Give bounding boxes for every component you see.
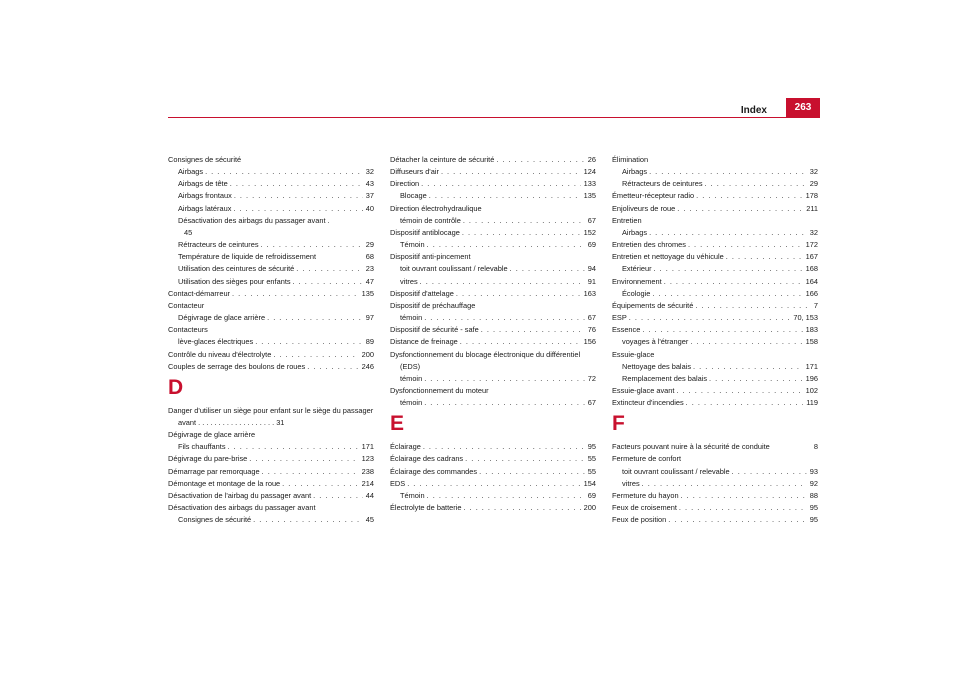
index-subentry <box>390 263 596 275</box>
index-heading: Contacteurs <box>168 325 208 335</box>
index-entry <box>390 502 596 514</box>
entry-leader <box>463 215 585 227</box>
entry-page: 135 <box>361 288 374 298</box>
entry-page: 7 <box>813 300 818 310</box>
entry-leader <box>423 441 585 453</box>
index-subentry <box>390 215 596 227</box>
entry-page: 168 <box>805 264 818 274</box>
index-subentry <box>168 178 374 190</box>
entry-leader <box>649 166 807 178</box>
index-heading: Dispositif de préchauffage <box>390 300 476 310</box>
entry-page: 135 <box>583 191 596 201</box>
entry-page: 171 <box>805 361 818 371</box>
index-subentry <box>612 478 818 490</box>
entry-page: 23 <box>365 264 374 274</box>
index-subentry <box>168 441 374 453</box>
index-entry <box>168 490 374 502</box>
index-subentry <box>390 312 596 324</box>
entry-term: Éclairage <box>390 442 421 452</box>
entry-leader <box>230 178 363 190</box>
entry-term: Couples de serrage des boulons de roues <box>168 361 306 371</box>
entry-term: Essuie-glace avant <box>612 385 675 395</box>
entry-page: 211 <box>806 203 818 213</box>
entry-term: vitres <box>622 478 640 488</box>
entry-leader <box>510 263 585 275</box>
entry-leader <box>677 203 803 215</box>
entry-term: Extincteur d'incendies <box>612 398 684 408</box>
entry-leader <box>496 154 584 166</box>
entry-page: 171 <box>361 442 374 452</box>
entry-page: 172 <box>805 240 818 250</box>
entry-term: Dispositif d'attelage <box>390 288 454 298</box>
entry-page: 95 <box>587 442 596 452</box>
index-heading: Entretien <box>612 215 642 225</box>
entry-term: Électrolyte de batterie <box>390 503 462 513</box>
entry-term: Équipements de sécurité <box>612 300 694 310</box>
entry-page: 45 <box>365 515 374 525</box>
entry-leader <box>424 397 585 409</box>
entry-leader <box>695 300 811 312</box>
entry-page: 214 <box>361 478 374 488</box>
entry-leader <box>282 478 358 490</box>
entry-page: 43 <box>365 179 374 189</box>
entry-leader <box>479 466 585 478</box>
entry-term: Entretien et nettoyage du véhicule <box>612 252 724 262</box>
entry-term: Remplacement des balais <box>622 373 708 383</box>
index-entry <box>168 478 374 490</box>
entry-leader <box>293 276 363 288</box>
entry-leader <box>424 373 585 385</box>
index-heading: Dispositif anti-pincement <box>390 252 471 262</box>
index-subentry <box>168 263 374 275</box>
index-heading: Dysfonctionnement du moteur <box>390 385 489 395</box>
entry-page: 32 <box>809 227 818 237</box>
index-entry <box>612 251 818 263</box>
entry-term: Distance de freinage <box>390 337 458 347</box>
entry-term: Facteurs pouvant nuire à la sécurité de conduite <box>612 442 770 452</box>
index-heading: Fermeture de confort <box>612 454 682 464</box>
index-entry <box>612 276 818 288</box>
index-heading: Dégivrage de glace arrière <box>168 430 256 440</box>
entry-leader <box>664 276 803 288</box>
index-entry <box>612 312 818 324</box>
entry-page: 68 <box>365 252 374 262</box>
index-entry <box>390 453 596 465</box>
entry-term: Contact-démarreur <box>168 288 231 298</box>
entry-leader <box>463 502 580 514</box>
entry-page: 70, 153 <box>793 313 818 323</box>
entry-page: 178 <box>805 191 818 201</box>
index-entry <box>390 166 596 178</box>
entry-leader <box>726 251 803 263</box>
entry-page: 40 <box>365 203 374 213</box>
entry-term: Fils chauffants <box>178 442 226 452</box>
index-entry <box>168 453 374 465</box>
index-heading: Dysfonctionnement du blocage électronique du différentiel (EDS) <box>390 349 581 371</box>
entry-term: Éclairage des cadrans <box>390 454 464 464</box>
entry-page: 92 <box>809 478 818 488</box>
entry-term: Airbags de tête <box>178 179 228 189</box>
index-heading: Contacteur <box>168 300 205 310</box>
entry-term: Enjoliveurs de roue <box>612 203 676 213</box>
entry-term: Fermeture du hayon <box>612 490 679 500</box>
entry-page: 47 <box>365 276 374 286</box>
entry-leader <box>649 227 807 239</box>
entry-page: 45 <box>184 227 193 237</box>
entry-page: 26 <box>587 155 596 164</box>
entry-page: 156 <box>583 337 596 347</box>
entry-leader <box>681 490 807 502</box>
entry-leader <box>296 263 363 275</box>
entry-term: EDS <box>390 478 406 488</box>
entry-leader <box>267 312 363 324</box>
entry-term: Éclairage des commandes <box>390 466 478 476</box>
entry-leader <box>668 514 807 526</box>
index-subentry <box>168 514 374 526</box>
index-heading: Élimination <box>612 155 649 164</box>
entry-leader <box>676 385 802 397</box>
section-letter: D <box>168 375 184 399</box>
entry-leader <box>465 453 585 465</box>
index-entry <box>168 405 374 429</box>
entry-page: 91 <box>587 276 596 286</box>
entry-term: Dégivrage du pare-brise <box>168 454 248 464</box>
index-entry <box>612 502 818 514</box>
index-entry <box>168 466 374 478</box>
entry-page: 183 <box>805 325 818 335</box>
index-entry <box>612 324 818 336</box>
entry-term: Écologie <box>622 288 651 298</box>
entry-leader <box>427 239 585 251</box>
entry-page: 95 <box>809 503 818 513</box>
entry-leader <box>690 336 802 348</box>
entry-leader: . . . . . . . . . . . . . . . . . . . <box>196 417 277 427</box>
index-subentry <box>612 361 818 373</box>
index-entry <box>168 288 374 300</box>
entry-page: 69 <box>587 490 596 500</box>
entry-page: 32 <box>809 167 818 177</box>
index-heading: Direction électrohydraulique <box>390 203 482 213</box>
index-column-3 <box>612 154 818 526</box>
index-subentry <box>390 373 596 385</box>
index-subentry <box>168 239 374 251</box>
index-heading: Consignes de sécurité <box>168 155 242 164</box>
entry-leader <box>709 373 803 385</box>
entry-term: Airbags <box>622 167 648 177</box>
entry-leader <box>307 361 358 373</box>
entry-leader <box>462 227 581 239</box>
entry-page: 166 <box>805 288 818 298</box>
entry-page: 152 <box>583 227 596 237</box>
index-entry <box>612 239 818 251</box>
entry-term: Airbags frontaux <box>178 191 232 201</box>
entry-page: 119 <box>806 398 818 408</box>
entry-term: Rétracteurs de ceintures <box>178 240 259 250</box>
entry-page: 37 <box>365 191 374 201</box>
index-subentry <box>612 166 818 178</box>
index-entry <box>390 178 596 190</box>
index-entry <box>390 288 596 300</box>
entry-page: 94 <box>587 264 596 274</box>
index-heading: Essuie-glace <box>612 349 655 359</box>
entry-term: Contrôle du niveau d'électrolyte <box>168 349 272 359</box>
entry-leader <box>654 263 803 275</box>
index-entry <box>612 190 818 202</box>
index-subentry <box>390 239 596 251</box>
entry-term: témoin <box>400 373 423 383</box>
entry-term: témoin <box>400 398 423 408</box>
entry-leader <box>262 466 359 478</box>
entry-leader <box>460 336 581 348</box>
index-entry <box>612 203 818 215</box>
entry-term: Témoin <box>400 490 425 500</box>
entry-leader <box>313 490 363 502</box>
entry-term: Diffuseurs d'air <box>390 167 439 177</box>
entry-page: 29 <box>809 179 818 189</box>
entry-term: Démarrage par remorquage <box>168 466 260 476</box>
index-entry <box>390 466 596 478</box>
index-entry <box>390 478 596 490</box>
index-entry <box>168 361 374 373</box>
entry-leader <box>420 276 585 288</box>
entry-leader <box>686 397 804 409</box>
entry-term: témoin de contrôle <box>400 215 461 225</box>
entry-leader <box>232 288 359 300</box>
entry-term: Température de liquide de refroidissement <box>178 252 317 262</box>
entry-page: 238 <box>361 466 374 476</box>
entry-page: 164 <box>805 276 818 286</box>
entry-leader <box>642 324 802 336</box>
index-subentry <box>612 227 818 239</box>
entry-page: 154 <box>583 478 596 488</box>
entry-term: Dispositif de sécurité - safe <box>390 325 479 335</box>
entry-leader <box>679 502 807 514</box>
entry-term: Détacher la ceinture de sécurité <box>390 155 495 164</box>
entry-term: Essence <box>612 325 641 335</box>
index-subentry <box>390 490 596 502</box>
header-title: Index <box>740 105 767 116</box>
entry-page: 31 <box>276 417 285 427</box>
entry-page: 123 <box>361 454 374 464</box>
entry-page: 29 <box>365 240 374 250</box>
entry-term: lève-glaces électriques <box>178 337 254 347</box>
index-entry <box>612 397 818 409</box>
entry-page: 167 <box>805 252 818 262</box>
entry-page: 102 <box>805 385 818 395</box>
index-subentry <box>612 288 818 300</box>
index-subentry <box>168 203 374 215</box>
entry-leader <box>253 514 363 526</box>
entry-leader <box>249 453 358 465</box>
index-subentry <box>168 336 374 348</box>
entry-term: Émetteur-récepteur radio <box>612 191 695 201</box>
index-entry <box>168 349 374 361</box>
entry-leader <box>234 190 363 202</box>
entry-page: 200 <box>583 503 596 513</box>
index-entry <box>390 336 596 348</box>
entry-term: Airbags <box>178 167 204 177</box>
entry-term: Nettoyage des balais <box>622 361 692 371</box>
entry-page: 67 <box>587 215 596 225</box>
section-letter: E <box>390 412 405 436</box>
index-subentry <box>390 397 596 409</box>
index-subentry <box>168 215 374 239</box>
entry-page: 95 <box>809 515 818 525</box>
index-entry <box>390 441 596 453</box>
entry-leader <box>441 166 581 178</box>
index-entry <box>612 385 818 397</box>
entry-term: toit ouvrant coulissant / relevable <box>400 264 508 274</box>
index-subentry <box>612 466 818 478</box>
entry-page: 196 <box>805 373 818 383</box>
entry-leader <box>652 288 802 300</box>
index-subentry <box>168 276 374 288</box>
entry-term: voyages à l'étranger <box>622 337 689 347</box>
entry-leader <box>429 190 581 202</box>
entry-page: 8 <box>813 442 818 452</box>
entry-term: Rétracteurs de ceintures <box>622 179 703 189</box>
entry-leader <box>424 312 585 324</box>
entry-term: Extérieur <box>622 264 652 274</box>
entry-term: Désactivation des airbags du passager avant . <box>178 215 330 225</box>
entry-page: 55 <box>587 454 596 464</box>
index-entry <box>390 324 596 336</box>
page-number-badge: 263 <box>786 98 820 117</box>
entry-page: 67 <box>587 313 596 323</box>
entry-term: Airbags latéraux <box>178 203 232 213</box>
index-subentry <box>168 190 374 202</box>
entry-leader <box>273 349 358 361</box>
entry-term: Environnement <box>612 276 662 286</box>
entry-leader <box>421 178 580 190</box>
entry-term: vitres <box>400 276 418 286</box>
entry-leader <box>407 478 580 490</box>
entry-leader <box>481 324 585 336</box>
entry-page: 72 <box>587 373 596 383</box>
entry-page: 97 <box>365 313 374 323</box>
entry-term: Dispositif antiblocage <box>390 227 460 237</box>
entry-page: 163 <box>583 288 596 298</box>
entry-leader <box>233 203 362 215</box>
index-subentry <box>390 190 596 202</box>
entry-page: 67 <box>587 398 596 408</box>
entry-term: Désactivation de l'airbag du passager avant <box>168 490 312 500</box>
entry-page: 88 <box>809 490 818 500</box>
entry-term: Blocage <box>400 191 427 201</box>
entry-leader <box>705 178 807 190</box>
index-column-1 <box>168 154 374 526</box>
index-subentry <box>612 178 818 190</box>
entry-term: témoin <box>400 313 423 323</box>
index-entry <box>612 441 818 453</box>
index-subentry <box>612 336 818 348</box>
index-subentry <box>168 166 374 178</box>
entry-leader <box>427 490 585 502</box>
index-entry <box>612 300 818 312</box>
index-subentry <box>612 263 818 275</box>
entry-page: 200 <box>361 349 374 359</box>
entry-term: toit ouvrant coulissant / relevable <box>622 466 730 476</box>
index-subentry <box>168 251 374 263</box>
entry-leader <box>255 336 363 348</box>
entry-term: Consignes de sécurité <box>178 515 252 525</box>
entry-term: Airbags <box>622 227 648 237</box>
entry-page: 124 <box>583 167 596 177</box>
entry-term: Utilisation des ceintures de sécurité <box>178 264 295 274</box>
entry-page: 44 <box>365 490 374 500</box>
entry-term: Feux de position <box>612 515 667 525</box>
entry-term: ESP <box>612 313 627 323</box>
entry-term: Dégivrage de glace arrière <box>178 313 266 323</box>
index-subentry <box>612 373 818 385</box>
entry-term: Entretien des chromes <box>612 240 686 250</box>
entry-page: 133 <box>583 179 596 189</box>
entry-page: 158 <box>805 337 818 347</box>
entry-leader <box>696 190 803 202</box>
entry-leader <box>261 239 363 251</box>
entry-term: Témoin <box>400 240 425 250</box>
header-rule <box>168 117 820 118</box>
entry-term: Danger d'utiliser un siège pour enfant sur le siège du passager avant <box>168 405 374 427</box>
entry-term: Démontage et montage de la roue <box>168 478 281 488</box>
index-entry <box>612 514 818 526</box>
entry-page: 93 <box>809 466 818 476</box>
index-column-2 <box>390 154 596 514</box>
entry-leader <box>732 466 807 478</box>
entry-leader <box>629 312 791 324</box>
entry-page: 89 <box>365 337 374 347</box>
section-letter: F <box>612 412 625 436</box>
entry-page: 246 <box>361 361 374 371</box>
index-heading: Désactivation des airbags du passager avant <box>168 503 316 513</box>
index-subentry <box>168 312 374 324</box>
entry-leader <box>693 361 803 373</box>
entry-page: 76 <box>587 325 596 335</box>
index-entry <box>390 227 596 239</box>
index-subentry <box>390 276 596 288</box>
entry-leader <box>205 166 363 178</box>
entry-page: 32 <box>365 167 374 177</box>
entry-page: 55 <box>587 466 596 476</box>
entry-term: Feux de croisement <box>612 503 677 513</box>
entry-term: Utilisation des sièges pour enfants <box>178 276 291 286</box>
index-entry <box>390 154 596 166</box>
entry-leader <box>456 288 581 300</box>
entry-leader <box>642 478 807 490</box>
entry-leader <box>228 441 359 453</box>
entry-term: Direction <box>390 179 420 189</box>
entry-leader <box>688 239 803 251</box>
entry-page: 69 <box>587 240 596 250</box>
index-entry <box>612 490 818 502</box>
